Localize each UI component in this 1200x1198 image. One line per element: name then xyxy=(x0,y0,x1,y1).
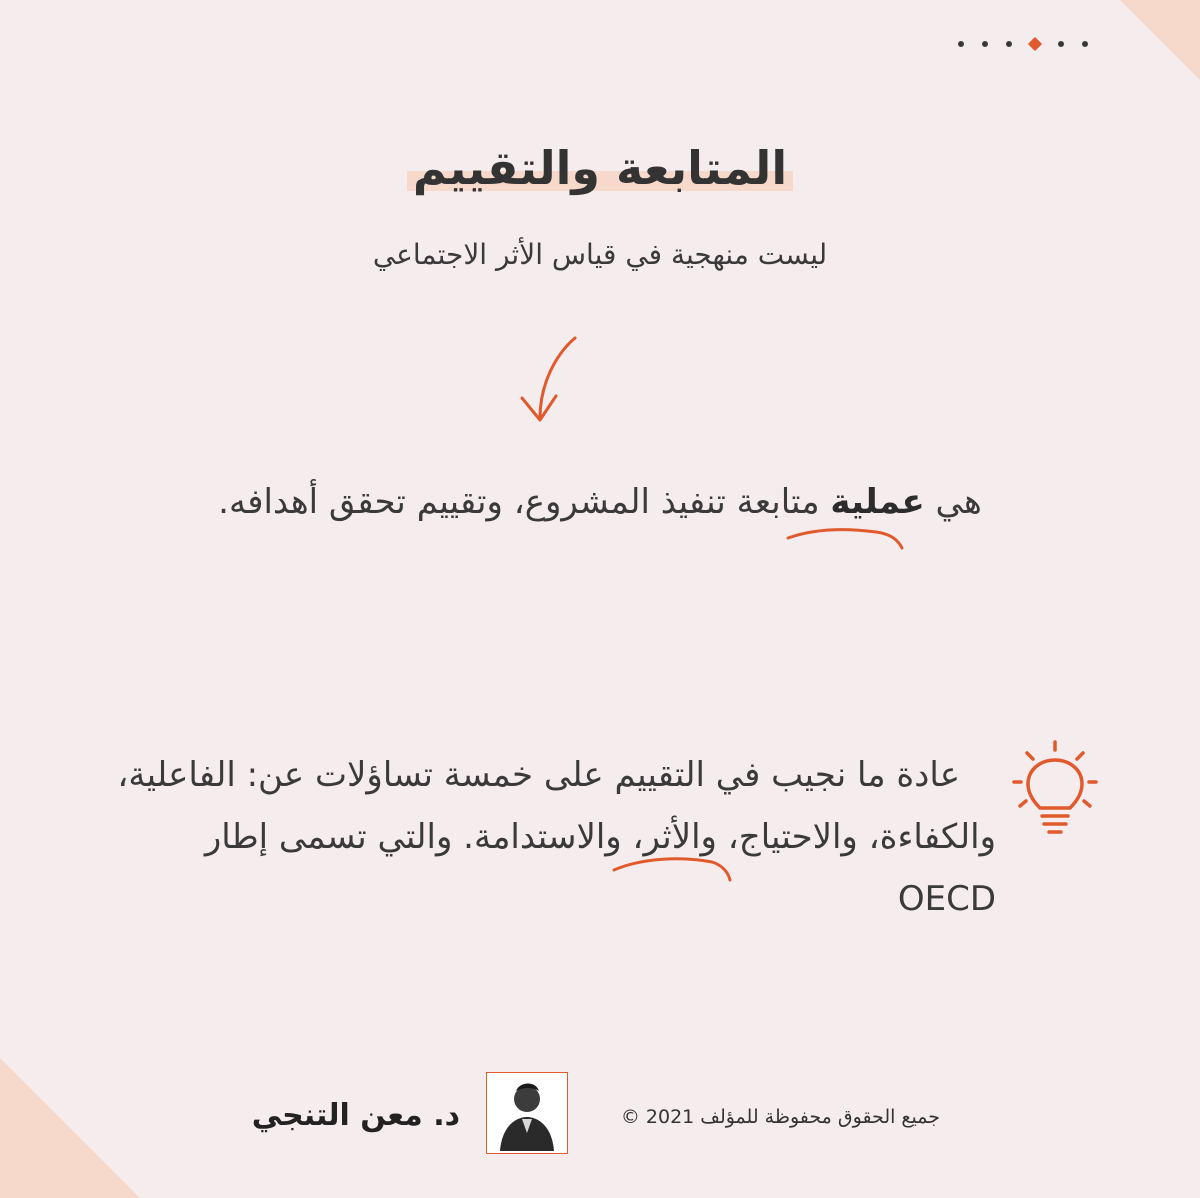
pagination-dot xyxy=(1082,41,1088,47)
pagination-dot xyxy=(1058,41,1064,47)
pagination-dot xyxy=(1006,41,1012,47)
author-name: د. معن التنجي xyxy=(251,1098,460,1133)
hand-drawn-underline xyxy=(786,524,906,554)
pagination-dot xyxy=(958,41,964,47)
definition-text xyxy=(0,476,1200,528)
tip-line-2: والكفاءة، والاحتياج، والأثر، والاستدامة. والتي تسمى إطار OECD xyxy=(204,817,996,919)
author-photo xyxy=(486,1072,568,1154)
pagination-dot-active xyxy=(1028,37,1042,51)
curved-arrow-down-icon xyxy=(510,330,590,430)
definition-prefix: هي xyxy=(924,482,982,522)
corner-decoration-bottom-left xyxy=(0,1058,140,1198)
copyright-notice: جميع الحقوق محفوظة للمؤلف 2021 © xyxy=(620,1106,940,1128)
definition-rest: متابعة تنفيذ المشروع، وتقييم تحقق أهدافه. xyxy=(218,482,831,522)
page-subtitle: ليست منهجية في قياس الأثر الاجتماعي xyxy=(372,238,828,271)
title-wrapper xyxy=(0,138,1200,198)
pagination-dots xyxy=(958,38,1088,50)
corner-decoration-top-right xyxy=(1120,0,1200,80)
page-title: المتابعة والتقييم xyxy=(407,138,793,198)
lightbulb-icon xyxy=(1010,740,1104,840)
hand-drawn-underline xyxy=(612,850,736,886)
tip-text xyxy=(100,744,996,930)
definition-highlight: عملية xyxy=(830,482,925,522)
tip-line-1: عادة ما نجيب في التقييم على خمسة تساؤلات عن: الفاعلية، xyxy=(117,755,960,795)
pagination-dot xyxy=(982,41,988,47)
